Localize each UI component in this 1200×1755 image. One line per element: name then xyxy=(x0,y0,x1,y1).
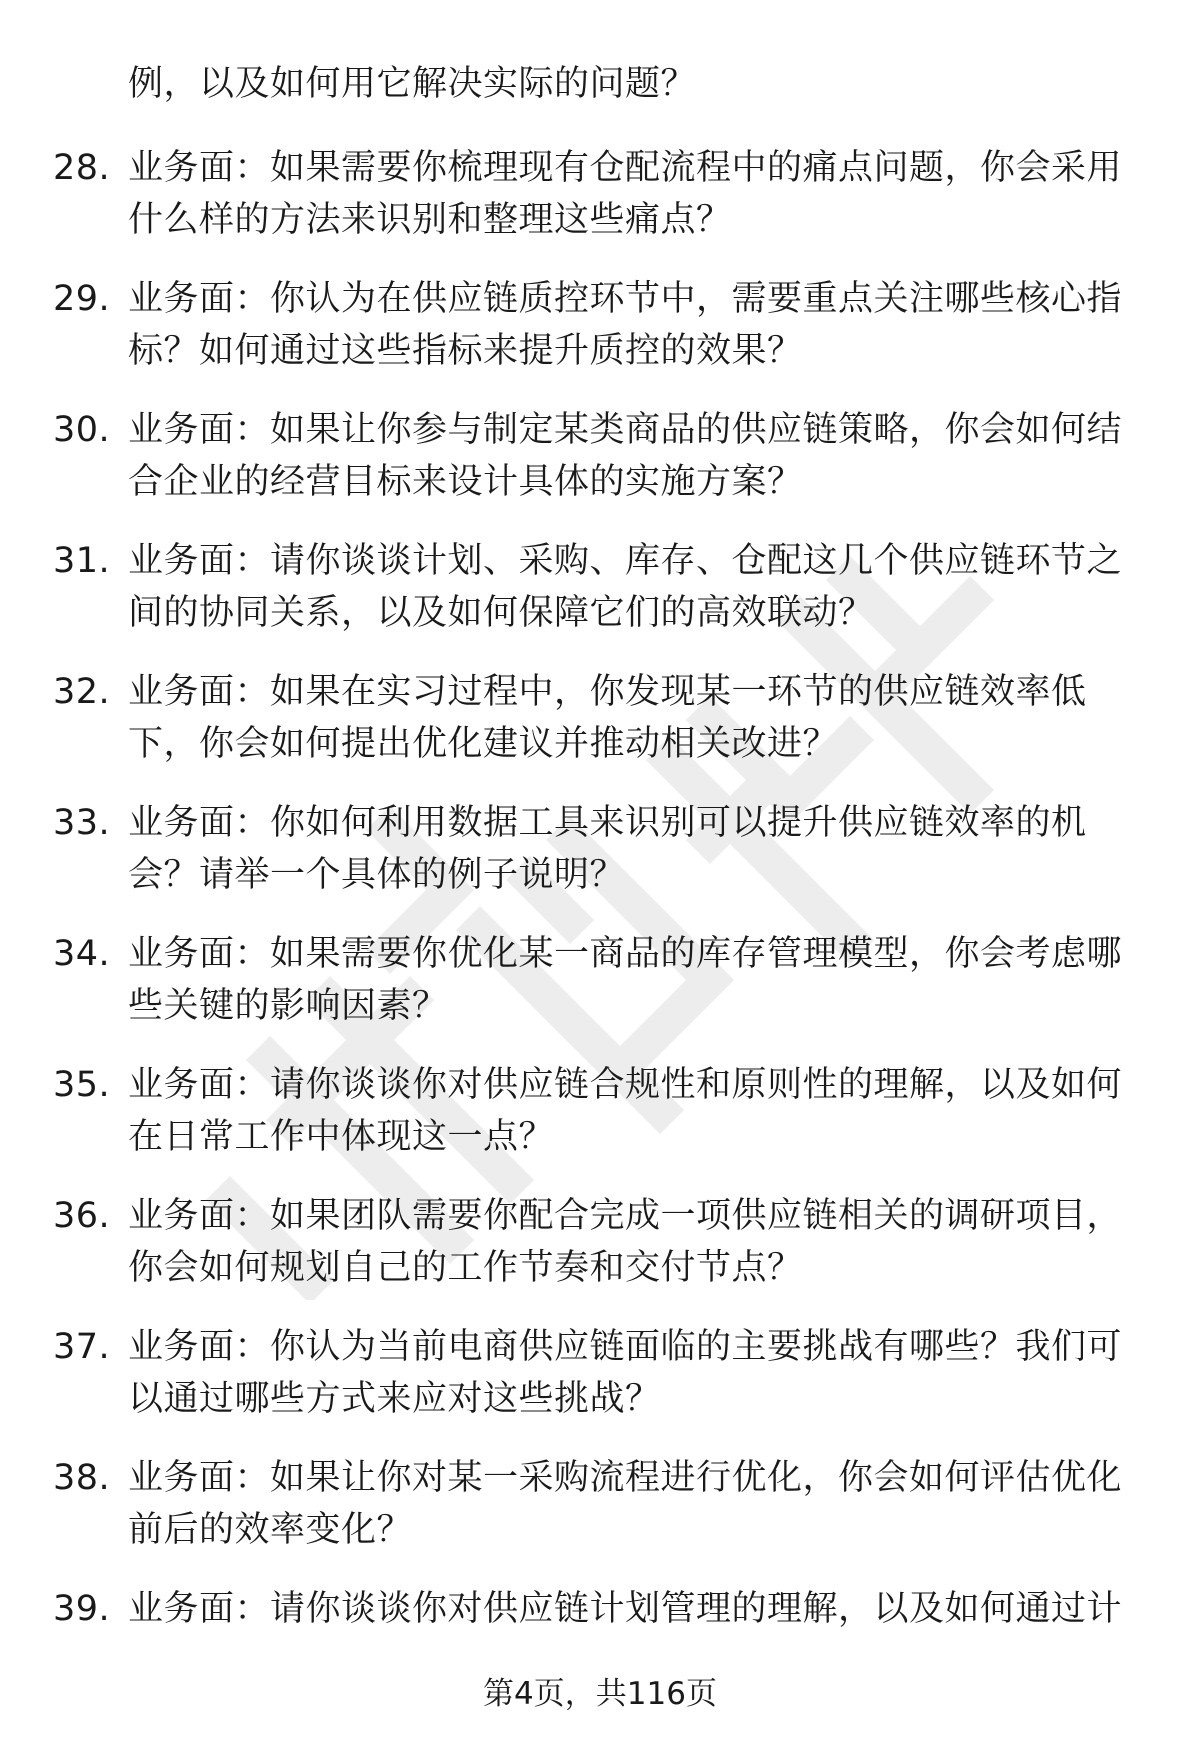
question-text: 业务面：如果让你参与制定某类商品的供应链策略，你会如何结合企业的经营目标来设计具体的实施方案？ xyxy=(128,410,1123,502)
question-text: 业务面：请你谈谈计划、采购、库存、仓配这几个供应链环节之间的协同关系，以及如何保障它们的高效联动？ xyxy=(128,541,1123,633)
question-text: 业务面：如果需要你优化某一商品的库存管理模型，你会考虑哪些关键的影响因素？ xyxy=(128,934,1123,1026)
question-number: 34. xyxy=(53,934,111,974)
question-list xyxy=(0,142,1200,1714)
question-number: 30. xyxy=(53,410,111,450)
question-text: 业务面：你认为当前电商供应链面临的主要挑战有哪些？我们可以通过哪些方式来应对这些挑战？ xyxy=(128,1327,1123,1419)
question-item xyxy=(0,1321,1200,1452)
question-text: 业务面：你如何利用数据工具来识别可以提升供应链效率的机会？请举一个具体的例子说明？ xyxy=(128,803,1087,895)
question-item xyxy=(0,142,1200,273)
question-item xyxy=(0,404,1200,535)
continued-question-text: 例，以及如何用它解决实际的问题？ xyxy=(128,64,697,104)
question-item xyxy=(0,535,1200,666)
question-item xyxy=(0,666,1200,797)
question-text: 业务面：如果让你对某一采购流程进行优化，你会如何评估优化前后的效率变化？ xyxy=(128,1458,1123,1550)
question-item xyxy=(0,1190,1200,1321)
question-number: 35. xyxy=(53,1065,111,1105)
question-number: 31. xyxy=(53,541,111,581)
question-item xyxy=(0,1452,1200,1583)
question-text: 业务面：如果在实习过程中，你发现某一环节的供应链效率低下，你会如何提出优化建议并推动相关改进？ xyxy=(128,672,1087,764)
question-number: 32. xyxy=(53,672,111,712)
page-footer: 第4页，共116页 xyxy=(483,1676,717,1712)
question-item xyxy=(0,928,1200,1059)
question-number: 38. xyxy=(53,1458,111,1498)
question-text: 业务面：请你谈谈你对供应链计划管理的理解，以及如何通过计 xyxy=(128,1589,1123,1629)
question-item xyxy=(0,273,1200,404)
question-number: 36. xyxy=(53,1196,111,1236)
question-text: 业务面：如果需要你梳理现有仓配流程中的痛点问题，你会采用什么样的方法来识别和整理这些痛点？ xyxy=(128,148,1123,240)
question-number: 39. xyxy=(53,1589,111,1629)
question-text: 业务面：如果团队需要你配合完成一项供应链相关的调研项目，你会如何规划自己的工作节奏和交付节点？ xyxy=(128,1196,1123,1288)
question-number: 28. xyxy=(53,148,111,188)
question-number: 37. xyxy=(53,1327,111,1367)
question-number: 33. xyxy=(53,803,111,843)
question-item xyxy=(0,1059,1200,1190)
question-text: 业务面：请你谈谈你对供应链合规性和原则性的理解，以及如何在日常工作中体现这一点？ xyxy=(128,1065,1123,1157)
question-item xyxy=(0,797,1200,928)
question-text: 业务面：你认为在供应链质控环节中，需要重点关注哪些核心指标？如何通过这些指标来提升质控的效果？ xyxy=(128,279,1123,371)
question-number: 29. xyxy=(53,279,111,319)
